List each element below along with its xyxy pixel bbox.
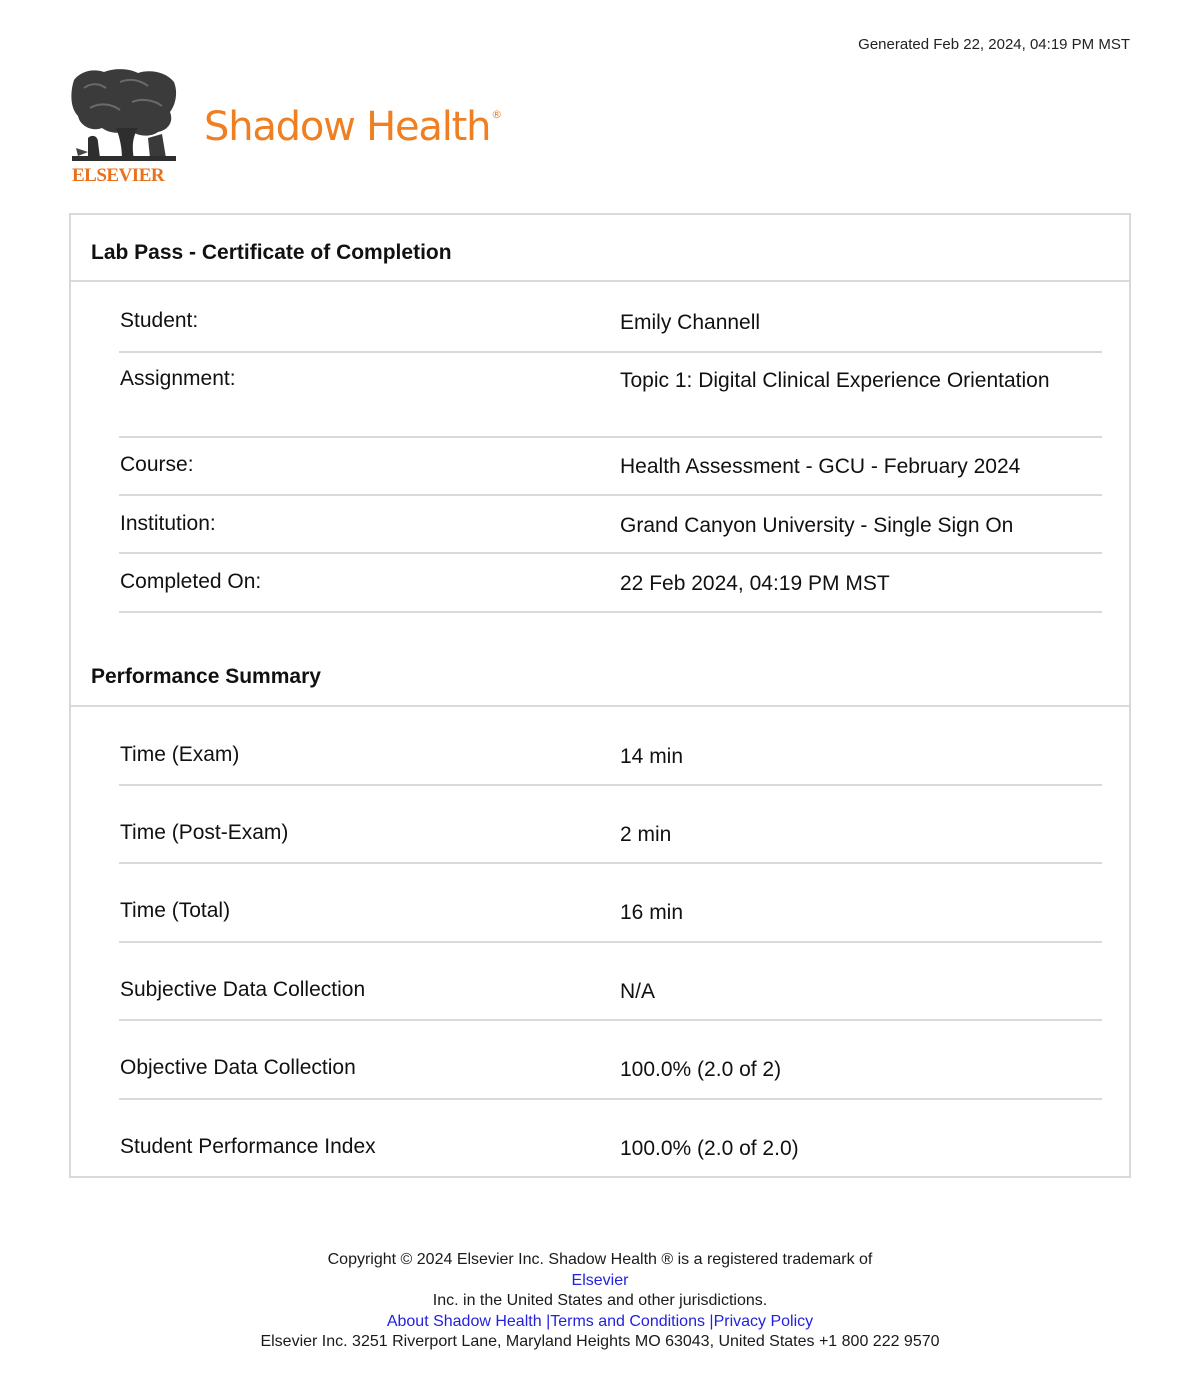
certificate-title: Lab Pass - Certificate of Completion bbox=[91, 241, 452, 264]
row-label: Subjective Data Collection bbox=[120, 978, 366, 1001]
performance-row-time-exam bbox=[119, 743, 1102, 786]
row-label: Course: bbox=[120, 453, 194, 476]
shadow-health-logo bbox=[70, 68, 540, 188]
link-separator: | bbox=[709, 1312, 714, 1330]
elsevier-link[interactable]: Elsevier bbox=[571, 1271, 629, 1289]
certificate-row-course bbox=[119, 453, 1102, 496]
certificate-row-institution bbox=[119, 512, 1102, 554]
generated-timestamp: Generated Feb 22, 2024, 04:19 PM MST bbox=[858, 36, 1130, 53]
shadow-health-wordmark bbox=[204, 104, 501, 150]
address-text: Elsevier Inc. 3251 Riverport Lane, Maryland Heights MO 63043, United States +1 800 222 9570 bbox=[260, 1333, 940, 1350]
performance-row-time-total bbox=[119, 899, 1102, 943]
row-value: 16 min bbox=[620, 901, 684, 924]
jurisdiction-text: Inc. in the United States and other jurisdictions. bbox=[432, 1292, 768, 1309]
row-value: Emily Channell bbox=[620, 311, 761, 334]
performance-row-spi bbox=[119, 1135, 1102, 1165]
about-shadow-health-link[interactable]: About Shadow Health bbox=[386, 1312, 542, 1330]
certificate-row-completed-on bbox=[119, 570, 1102, 613]
row-value: 100.0% (2.0 of 2) bbox=[620, 1058, 782, 1081]
row-label: Assignment: bbox=[120, 367, 236, 390]
footer bbox=[0, 1250, 1200, 1353]
performance-row-subjective bbox=[119, 978, 1102, 1021]
row-value: 22 Feb 2024, 04:19 PM MST bbox=[620, 572, 890, 595]
row-value: 2 min bbox=[620, 823, 672, 846]
row-label: Completed On: bbox=[120, 570, 262, 593]
row-label: Objective Data Collection bbox=[120, 1056, 356, 1079]
row-value: Grand Canyon University - Single Sign On bbox=[620, 514, 1014, 537]
row-value: Health Assessment - GCU - February 2024 bbox=[620, 455, 1021, 478]
row-label: Student: bbox=[120, 309, 199, 332]
copyright-text: Copyright © 2024 Elsevier Inc. Shadow Health ® is a registered trademark of bbox=[327, 1251, 873, 1268]
certificate-row-student bbox=[119, 309, 1102, 353]
row-value: 14 min bbox=[620, 745, 684, 768]
divider bbox=[71, 705, 1129, 707]
performance-row-objective bbox=[119, 1056, 1102, 1100]
row-value: Topic 1: Digital Clinical Experience Orientation bbox=[620, 369, 1050, 392]
privacy-policy-link[interactable]: Privacy Policy bbox=[713, 1312, 814, 1330]
row-value: 100.0% (2.0 of 2.0) bbox=[620, 1137, 799, 1160]
certificate-row-assignment bbox=[119, 367, 1102, 438]
row-label: Time (Total) bbox=[120, 899, 231, 922]
performance-row-time-post-exam bbox=[119, 821, 1102, 864]
row-label: Time (Post-Exam) bbox=[120, 821, 289, 844]
terms-and-conditions-link[interactable]: Terms and Conditions bbox=[550, 1312, 705, 1330]
row-value: N/A bbox=[620, 980, 656, 1003]
row-label: Student Performance Index bbox=[120, 1135, 376, 1158]
registered-mark: ® bbox=[491, 108, 502, 121]
row-label: Time (Exam) bbox=[120, 743, 240, 766]
brand-name: Shadow Health bbox=[204, 104, 491, 150]
divider bbox=[71, 280, 1129, 282]
link-separator: | bbox=[546, 1312, 551, 1330]
footer-links bbox=[0, 1312, 1200, 1333]
row-label: Institution: bbox=[120, 512, 216, 535]
performance-summary-title: Performance Summary bbox=[91, 665, 321, 688]
elsevier-wordmark: ELSEVIER bbox=[72, 165, 165, 186]
certificate-card bbox=[69, 213, 1131, 1178]
